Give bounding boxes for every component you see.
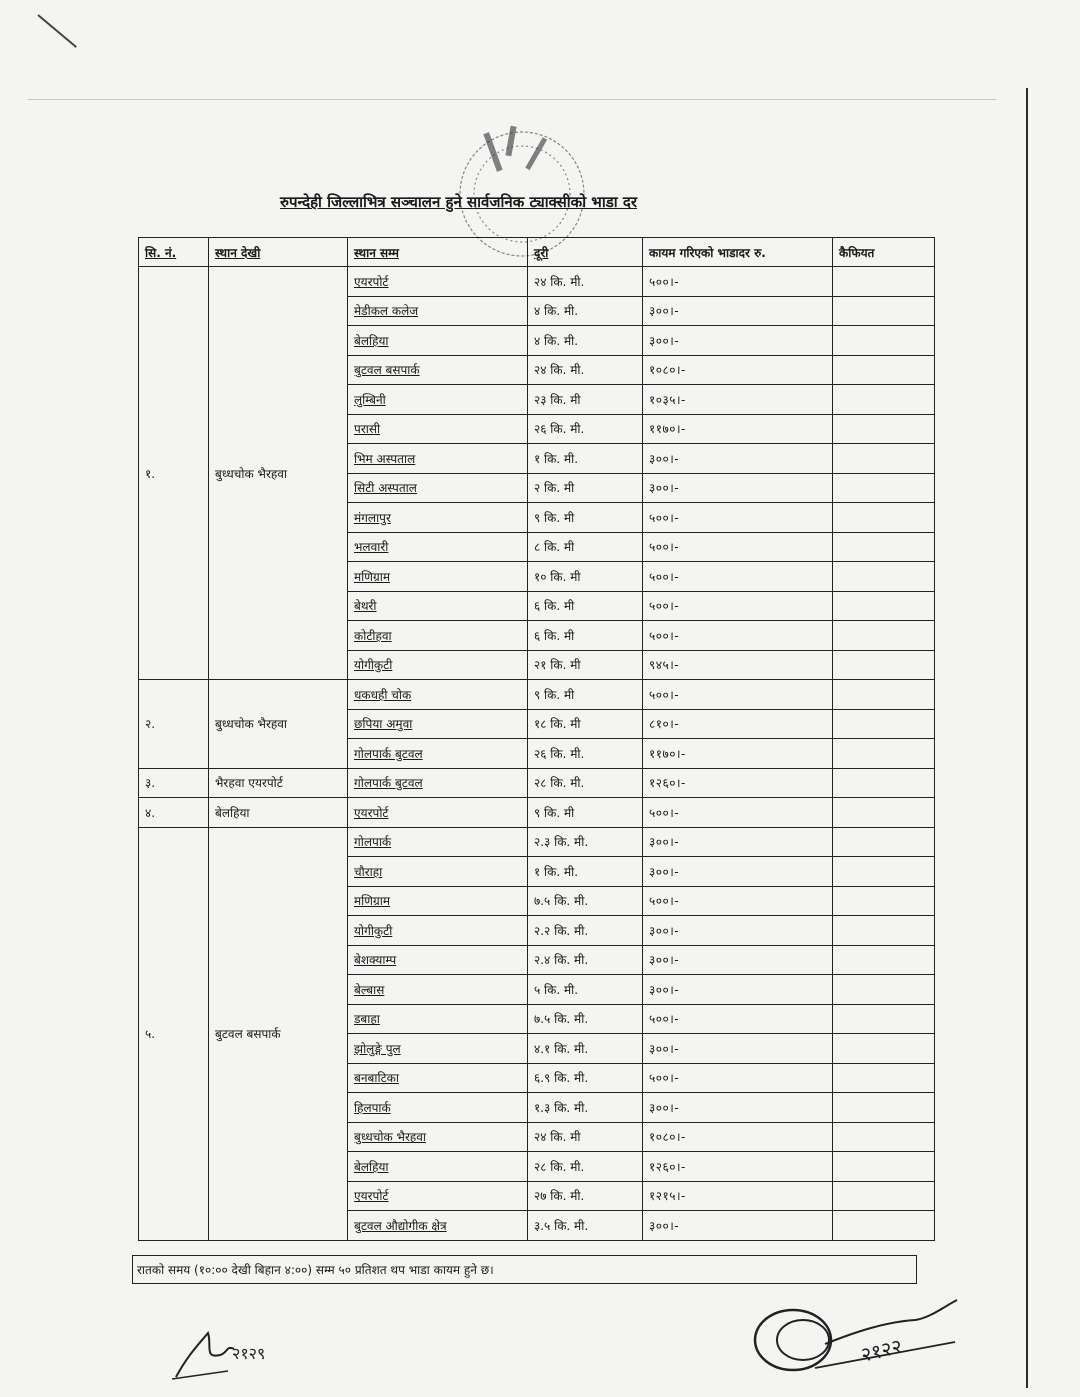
fare-cell: ५००।- [643, 680, 833, 710]
origin-cell: भैरहवा एयरपोर्ट [209, 768, 348, 798]
fare-cell: १०८०।- [643, 1122, 833, 1152]
remarks-cell [833, 1063, 935, 1093]
fare-cell: ५००।- [643, 621, 833, 651]
distance-cell: ५ कि. मी. [528, 975, 643, 1005]
destination-cell: छपिया अमुवा [348, 709, 528, 739]
distance-cell: ७.५ कि. मी. [528, 886, 643, 916]
fare-cell: ३००।- [643, 975, 833, 1005]
fare-cell: ३००।- [643, 326, 833, 356]
table-row [139, 798, 935, 828]
remarks-cell [833, 709, 935, 739]
page-edge-right [1026, 88, 1028, 1388]
distance-cell: ६.९ कि. मी. [528, 1063, 643, 1093]
distance-cell: ९ कि. मी [528, 680, 643, 710]
fare-cell: ५००।- [643, 1063, 833, 1093]
fare-table [138, 237, 935, 1241]
remarks-cell [833, 1034, 935, 1064]
remarks-cell [833, 473, 935, 503]
distance-cell: २६ कि. मी. [528, 414, 643, 444]
distance-cell: ९ कि. मी [528, 798, 643, 828]
destination-cell: सिटी अस्पताल [348, 473, 528, 503]
fare-cell: ५००।- [643, 267, 833, 297]
remarks-cell [833, 945, 935, 975]
header-from: स्थान देखी [209, 238, 348, 267]
destination-cell: बुटवल बसपार्क [348, 355, 528, 385]
destination-cell: भिम अस्पताल [348, 444, 528, 474]
distance-cell: ६ कि. मी [528, 591, 643, 621]
destination-cell: बेल्बास [348, 975, 528, 1005]
distance-cell: ४ कि. मी. [528, 326, 643, 356]
destination-cell: बेलहिया [348, 326, 528, 356]
destination-cell: बेलहिया [348, 1152, 528, 1182]
fare-cell: ५००।- [643, 798, 833, 828]
fare-cell: ११७०।- [643, 414, 833, 444]
destination-cell: गोलपार्क [348, 827, 528, 857]
page-edge-top [28, 99, 996, 100]
destination-cell: एयरपोर्ट [348, 267, 528, 297]
right-signature-date: २१२२ [858, 1333, 905, 1367]
fare-cell: ३००।- [643, 296, 833, 326]
table-row [139, 267, 935, 297]
remarks-cell [833, 621, 935, 651]
distance-cell: २१ कि. मी [528, 650, 643, 680]
fare-cell: १२१५।- [643, 1181, 833, 1211]
right-signature [745, 1282, 975, 1387]
fare-table-body [139, 267, 935, 1241]
distance-cell: २४ कि. मी. [528, 355, 643, 385]
remarks-cell [833, 267, 935, 297]
distance-cell: ४.१ कि. मी. [528, 1034, 643, 1064]
serial-number-cell: २. [139, 680, 209, 769]
fare-cell: ३००।- [643, 1093, 833, 1123]
destination-cell: डबाहा [348, 1004, 528, 1034]
serial-number-cell: ४. [139, 798, 209, 828]
distance-cell: २.३ कि. मी. [528, 827, 643, 857]
distance-cell: २४ कि. मी [528, 1122, 643, 1152]
destination-cell: बनबाटिका [348, 1063, 528, 1093]
distance-cell: २.४ कि. मी. [528, 945, 643, 975]
header-distance: दूरी [528, 238, 643, 267]
header-fare: कायम गरिएको भाडादर रु. [643, 238, 833, 267]
left-signature-date: २१२९ [232, 1344, 266, 1363]
remarks-cell [833, 827, 935, 857]
fare-cell: १०३५।- [643, 385, 833, 415]
remarks-cell [833, 562, 935, 592]
left-signature [168, 1315, 298, 1385]
distance-cell: ३.५ कि. मी. [528, 1211, 643, 1241]
night-surcharge-note: रातको समय (१०:०० देखी बिहान ४:००) सम्म ५० प्रतिशत थप भाडा कायम हुने छ। [132, 1255, 917, 1284]
remarks-cell [833, 1152, 935, 1182]
destination-cell: लुम्बिनी [348, 385, 528, 415]
fare-cell: ८१०।- [643, 709, 833, 739]
fare-cell: ३००।- [643, 916, 833, 946]
header-row [139, 238, 935, 267]
remarks-cell [833, 1004, 935, 1034]
distance-cell: ४ कि. मी. [528, 296, 643, 326]
distance-cell: २६ कि. मी. [528, 739, 643, 769]
serial-number-cell: ५. [139, 827, 209, 1240]
fare-cell: ११७०।- [643, 739, 833, 769]
header-to: स्थान सम्म [348, 238, 528, 267]
table-row [139, 680, 935, 710]
destination-cell: झोलुङ्गे पुल [348, 1034, 528, 1064]
fare-cell: ३००।- [643, 857, 833, 887]
destination-cell: धकधही चोक [348, 680, 528, 710]
fare-cell: १२६०।- [643, 768, 833, 798]
distance-cell: ७.५ कि. मी. [528, 1004, 643, 1034]
fare-cell: ३००।- [643, 827, 833, 857]
fare-cell: ३००।- [643, 1211, 833, 1241]
serial-number-cell: १. [139, 267, 209, 680]
destination-cell: मंगलापुर [348, 503, 528, 533]
remarks-cell [833, 798, 935, 828]
destination-cell: मणिग्राम [348, 886, 528, 916]
remarks-cell [833, 591, 935, 621]
remarks-cell [833, 414, 935, 444]
distance-cell: १ कि. मी. [528, 444, 643, 474]
fare-cell: ५००।- [643, 1004, 833, 1034]
remarks-cell [833, 355, 935, 385]
destination-cell: गोलपार्क बुटवल [348, 768, 528, 798]
fare-cell: ५००।- [643, 886, 833, 916]
destination-cell: भलवारी [348, 532, 528, 562]
distance-cell: ९ कि. मी [528, 503, 643, 533]
destination-cell: चौराहा [348, 857, 528, 887]
fare-cell: ५००।- [643, 591, 833, 621]
destination-cell: कोटीहवा [348, 621, 528, 651]
distance-cell: २४ कि. मी. [528, 267, 643, 297]
fare-cell: १०८०।- [643, 355, 833, 385]
remarks-cell [833, 1122, 935, 1152]
remarks-cell [833, 886, 935, 916]
destination-cell: परासी [348, 414, 528, 444]
distance-cell: १.३ कि. मी. [528, 1093, 643, 1123]
header-sn: सि. नं. [139, 238, 209, 267]
distance-cell: ८ कि. मी [528, 532, 643, 562]
destination-cell: एयरपोर्ट [348, 798, 528, 828]
destination-cell: योगीकुटी [348, 650, 528, 680]
remarks-cell [833, 1093, 935, 1123]
destination-cell: बेशक्याम्प [348, 945, 528, 975]
fare-cell: ९४५।- [643, 650, 833, 680]
remarks-cell [833, 1211, 935, 1241]
destination-cell: गोलपार्क बुटवल [348, 739, 528, 769]
remarks-cell [833, 916, 935, 946]
remarks-cell [833, 385, 935, 415]
serial-number-cell: ३. [139, 768, 209, 798]
origin-cell: बुटवल बसपार्क [209, 827, 348, 1240]
remarks-cell [833, 650, 935, 680]
table-row [139, 768, 935, 798]
remarks-cell [833, 975, 935, 1005]
destination-cell: हिलपार्क [348, 1093, 528, 1123]
origin-cell: बुध्धचोक भैरहवा [209, 680, 348, 769]
destination-cell: बेथरी [348, 591, 528, 621]
remarks-cell [833, 444, 935, 474]
fare-cell: १२६०।- [643, 1152, 833, 1182]
remarks-cell [833, 680, 935, 710]
destination-cell: बुध्धचोक भैरहवा [348, 1122, 528, 1152]
remarks-cell [833, 296, 935, 326]
fare-cell: ३००।- [643, 473, 833, 503]
distance-cell: २७ कि. मी. [528, 1181, 643, 1211]
fare-cell: ५००।- [643, 503, 833, 533]
destination-cell: मणिग्राम [348, 562, 528, 592]
distance-cell: १० कि. मी [528, 562, 643, 592]
fare-cell: ३००।- [643, 1034, 833, 1064]
distance-cell: ६ कि. मी [528, 621, 643, 651]
distance-cell: २३ कि. मी [528, 385, 643, 415]
corner-mark [37, 14, 77, 48]
header-remarks: कैफियत [833, 238, 935, 267]
distance-cell: १८ कि. मी [528, 709, 643, 739]
distance-cell: १ कि. मी. [528, 857, 643, 887]
remarks-cell [833, 1181, 935, 1211]
destination-cell: योगीकुटी [348, 916, 528, 946]
remarks-cell [833, 739, 935, 769]
fare-cell: ५००।- [643, 532, 833, 562]
distance-cell: २ कि. मी [528, 473, 643, 503]
table-row [139, 827, 935, 857]
origin-cell: बुध्धचोक भैरहवा [209, 267, 348, 680]
destination-cell: बुटवल औद्योगीक क्षेत्र [348, 1211, 528, 1241]
fare-cell: ३००।- [643, 945, 833, 975]
remarks-cell [833, 532, 935, 562]
distance-cell: २८ कि. मी. [528, 1152, 643, 1182]
destination-cell: मेडीकल कलेज [348, 296, 528, 326]
distance-cell: २८ कि. मी. [528, 768, 643, 798]
remarks-cell [833, 768, 935, 798]
remarks-cell [833, 326, 935, 356]
fare-cell: ३००।- [643, 444, 833, 474]
distance-cell: २.२ कि. मी. [528, 916, 643, 946]
remarks-cell [833, 857, 935, 887]
document-title: रुपन्देही जिल्लाभित्र सञ्चालन हुने सार्वजनिक ट्याक्सीको भाडा दर [280, 193, 637, 211]
destination-cell: एयरपोर्ट [348, 1181, 528, 1211]
remarks-cell [833, 503, 935, 533]
origin-cell: बेलहिया [209, 798, 348, 828]
fare-cell: ५००।- [643, 562, 833, 592]
